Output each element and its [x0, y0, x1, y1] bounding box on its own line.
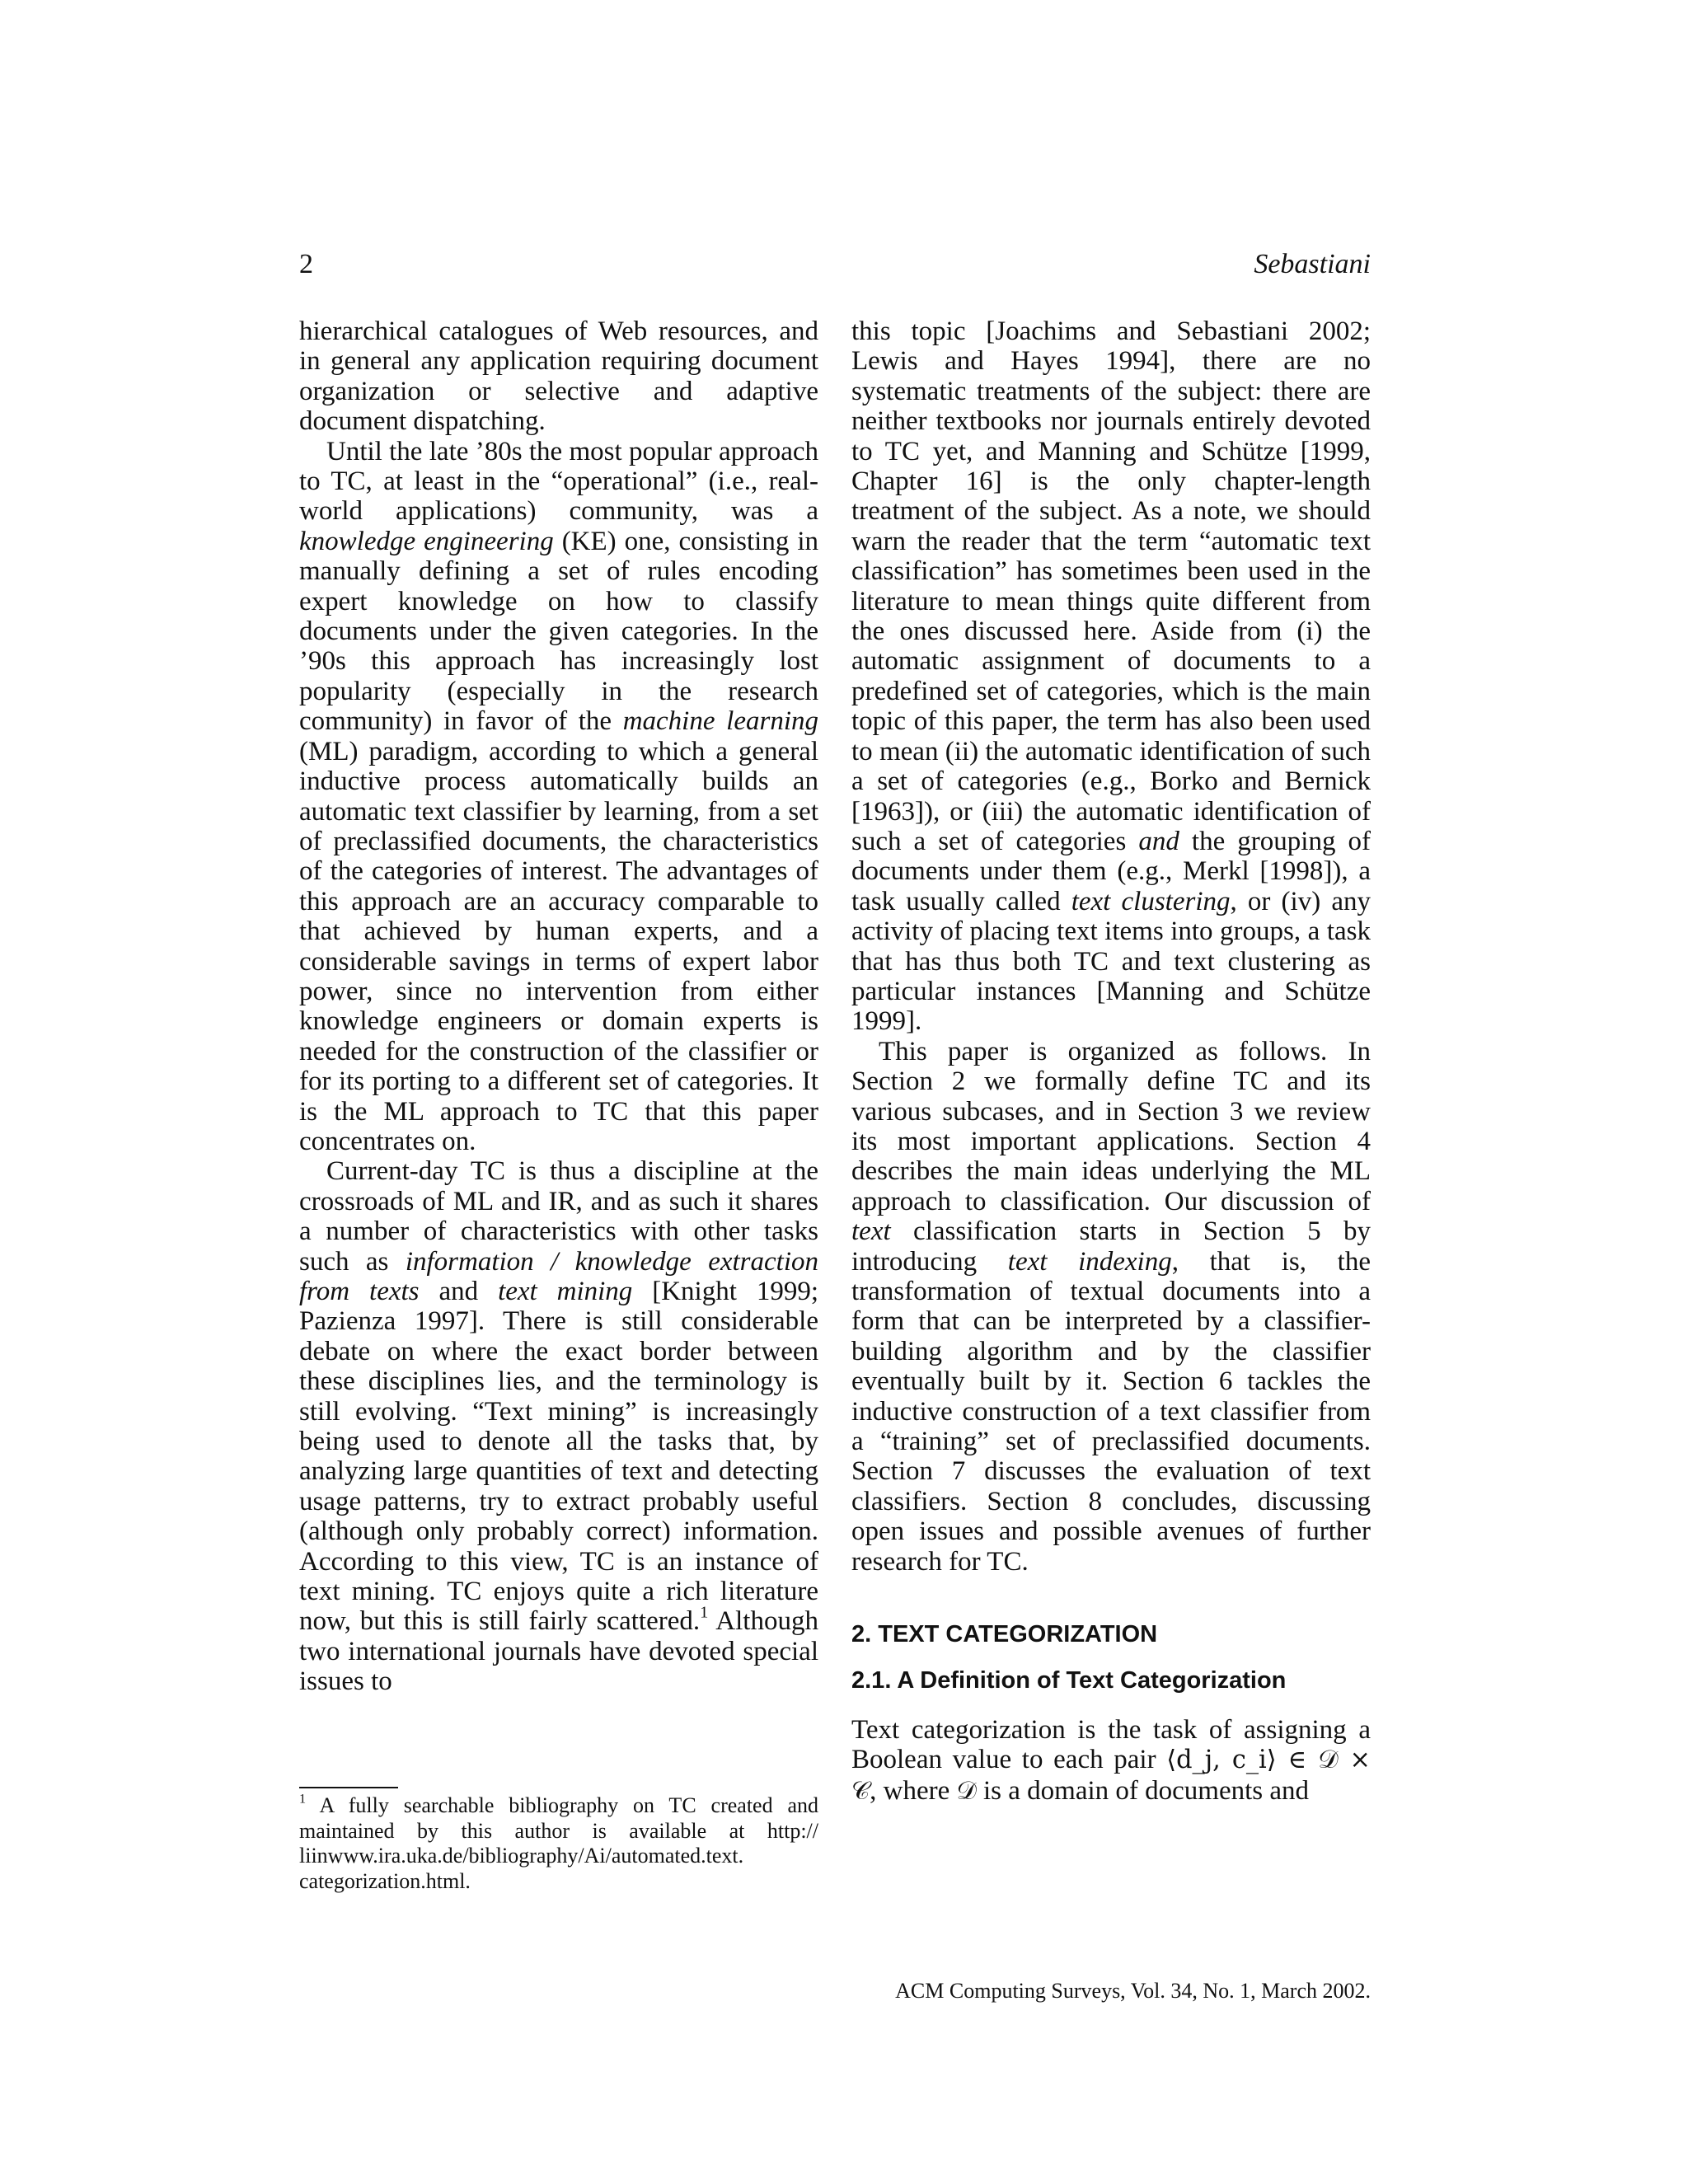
emphasis: text clustering [1071, 886, 1231, 916]
paragraph: Until the late ’80s the most popular approach to TC, at least in the “operational” (i.e., real-world applications) community, was a knowledge engineering (KE) one, consisting in manually defining a set of rules encoding expert knowledge on how to classify documents under the given categories. In the ’90s this approach has increasingly lost popularity (especially in the research community) in favor of the machine learning (ML) paradigm, according to which a general inductive process automatically builds an automatic text classifier by learning, from a set of preclassified documents, the characteristics of the categories of interest. The advantages of this approach are an accuracy comparable to that achieved by human experts, and a considerable savings in terms of expert labor power, since no intervention from either knowledge engineers or domain experts is needed for the construction of the classifier or for its porting to a different set of categories. It is the ML approach to TC that this paper concentrates on. [299, 436, 818, 1156]
footnote-rule [299, 1787, 398, 1788]
footnote-marker: 1 [700, 1604, 709, 1623]
math-expression: ⟨d_j, c_i⟩ ∈ 𝒟 × 𝒞 [851, 1746, 1371, 1806]
running-head [299, 247, 1371, 282]
paragraph: This paper is organized as follows. In Section 2 we formally define TC and its various subcases, and in Section 3 we review its most important applications. Section 4 describes the main ideas underlying the ML approach to classification. Our discussion of text classification starts in Section 5 by introducing text indexing, that is, the transformation of textual documents into a form that can be interpreted by a classifier-building algorithm and by the classifier eventually built by it. Section 6 tackles the inductive construction of a text classifier from a “training” set of preclassified documents. Section 7 discusses the evaluation of text classifiers. Section 8 concludes, discussing open issues and possible avenues of further research for TC. [851, 1036, 1371, 1577]
left-column [299, 316, 818, 1697]
footnote-text: A fully searchable bibliography on TC created and maintained by this author is available at http:// liinwww.ira.uka.de/bibliography/Ai/automated.text. categorization.html. [299, 1793, 818, 1893]
running-author: Sebastiani [1254, 249, 1371, 279]
paragraph: hierarchical catalogues of Web resources, and in general any application requiring document organization or selective and adaptive document dispatching. [299, 316, 818, 437]
paragraph: this topic [Joachims and Sebastiani 2002; Lewis and Hayes 1994], there are no systematic treatments of the subject: there are neither textbooks nor journals entirely devoted to TC yet, and Manning and Schütze [1999, Chapter 16] is the only chapter-length treatment of the subject. As a note, we should warn the reader that the term “automatic text classification” has sometimes been used in the literature to mean things quite different from the ones discussed here. Aside from (i) the automatic assignment of documents to a predefined set of categories, which is the main topic of this paper, the term has also been used to mean (ii) the automatic identification of such a set of categories (e.g., Borko and Bernick [1963]), or (iii) the automatic identification of such a set of categories and the grouping of documents under them (e.g., Merkl [1998]), a task usually called text clustering, or (iv) any activity of placing text items into groups, a task that has thus both TC and text clustering as particular instances [Manning and Schütze 1999]. [851, 316, 1371, 1037]
emphasis: and [1138, 826, 1179, 856]
page-number: 2 [299, 249, 313, 279]
emphasis: text indexing [1007, 1246, 1172, 1277]
emphasis: text mining [498, 1277, 633, 1306]
emphasis: information / knowledge extraction from texts [299, 1246, 818, 1306]
section-heading: 2. TEXT CATEGORIZATION [851, 1621, 1158, 1648]
footnote [299, 1793, 818, 1894]
emphasis: machine learning [622, 706, 818, 737]
emphasis: knowledge engineering [299, 526, 554, 556]
emphasis: text [851, 1216, 891, 1247]
right-column [851, 316, 1371, 1807]
journal-citation: ACM Computing Surveys, Vol. 34, No. 1, March 2002. [895, 1979, 1371, 2003]
subsection-heading: 2.1. A Definition of Text Categorization [851, 1667, 1287, 1694]
paragraph: Current-day TC is thus a discipline at the crossroads of ML and IR, and as such it shares a number of characteristics with other tasks such as information / knowledge extraction from texts and text mining [Knight 1999; Pazienza 1997]. There is still considerable debate on where the exact border between these disciplines lies, and the terminology is still evolving. “Text mining” is increasingly being used to denote all the tasks that, by analyzing large quantities of text and detecting usage patterns, try to extract probably useful (although only probably correct) information. According to this view, TC is an instance of text mining. TC enjoys quite a rich literature now, but this is still fairly scattered.$^1$ Although two international journals have devoted special issues to [299, 1156, 818, 1697]
footnote-mark: 1 [299, 1792, 307, 1807]
math-expression: 𝒟 [956, 1776, 977, 1806]
paragraph: Text categorization is the task of assigning a Boolean value to each pair ⟨d_j, c_i⟩ ∈ 𝒟 × 𝒞, where 𝒟 is a domain of documents and [851, 1715, 1371, 1806]
